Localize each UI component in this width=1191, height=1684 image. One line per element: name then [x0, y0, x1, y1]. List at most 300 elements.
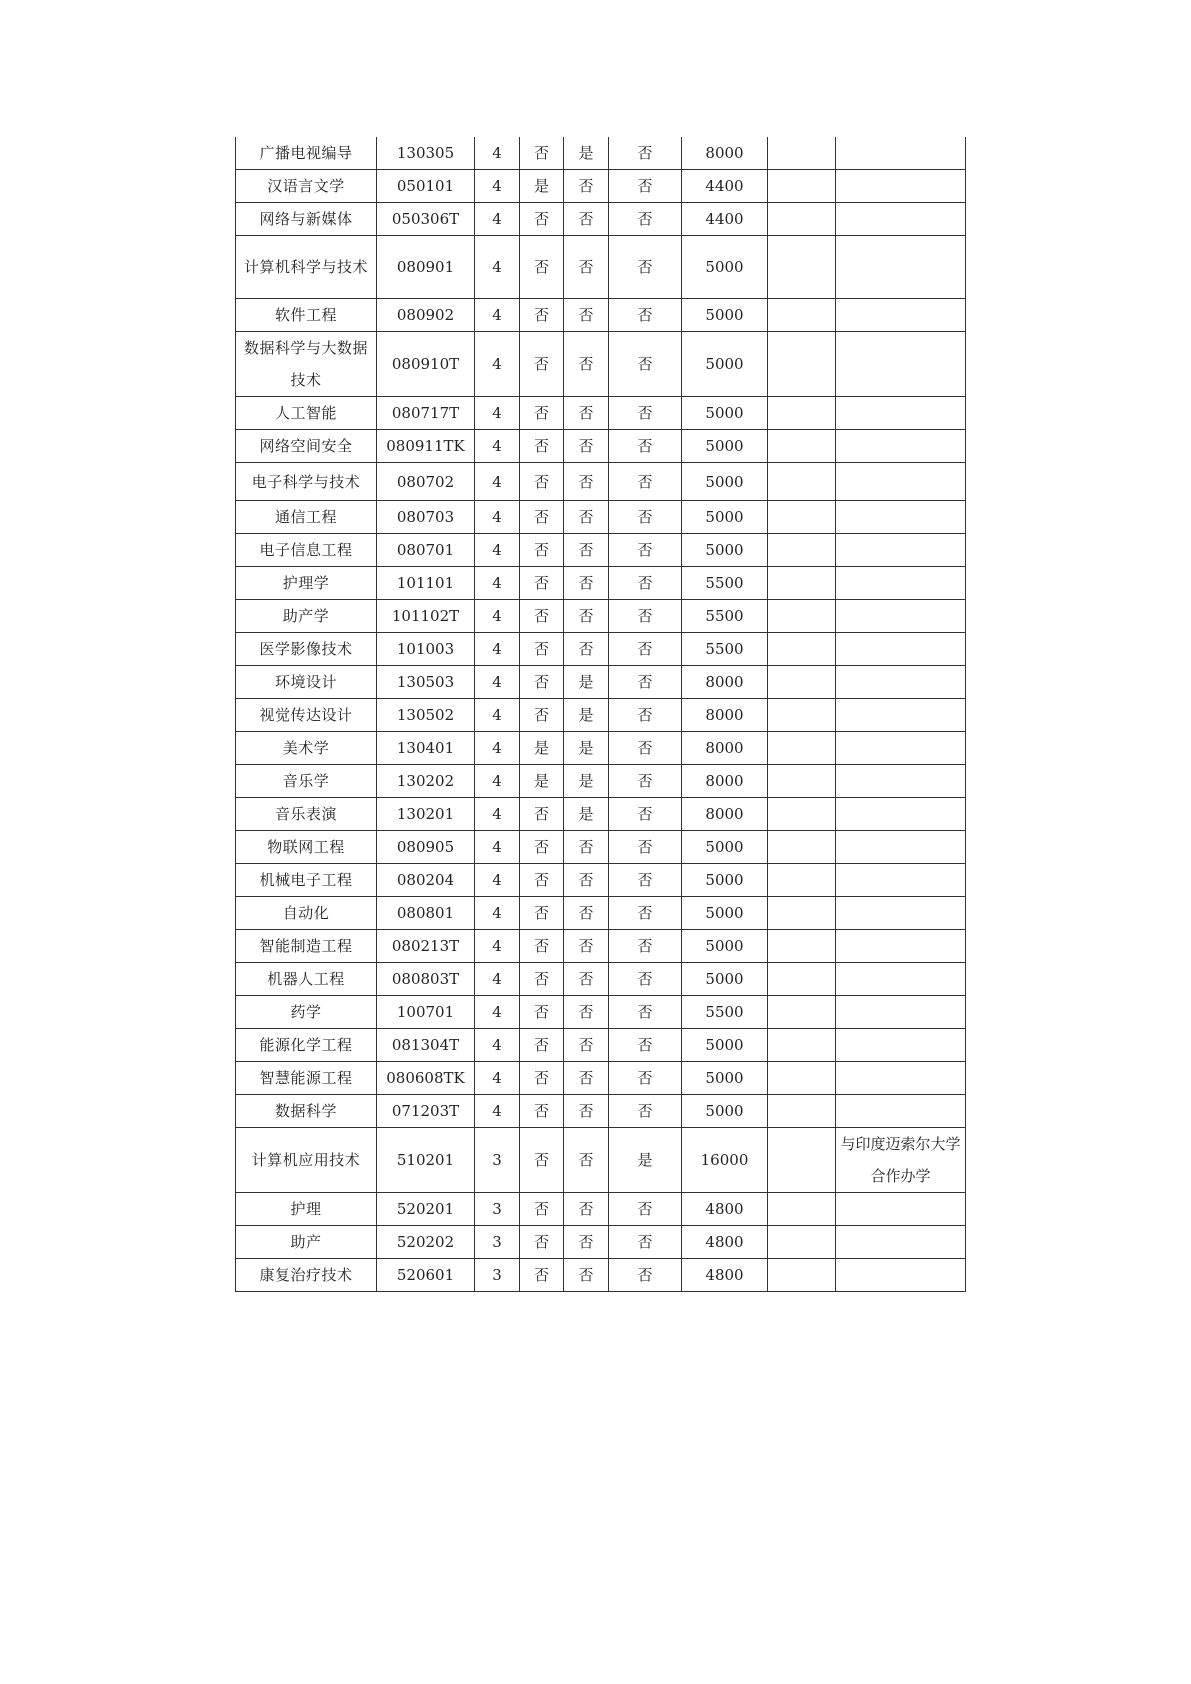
major-code-cell: 130503 — [377, 666, 475, 699]
remark-cell — [836, 732, 966, 765]
major-name-cell: 音乐表演 — [236, 798, 377, 831]
major-name-cell: 计算机应用技术 — [236, 1128, 377, 1193]
flag-cell-3: 否 — [609, 332, 682, 397]
remark-cell — [836, 666, 966, 699]
major-name-cell: 机器人工程 — [236, 963, 377, 996]
flag-cell-1: 否 — [520, 1029, 564, 1062]
tuition-cell: 5500 — [682, 633, 768, 666]
major-name-cell: 人工智能 — [236, 397, 377, 430]
major-name-cell: 医学影像技术 — [236, 633, 377, 666]
flag-cell-1: 否 — [520, 930, 564, 963]
major-code-cell: 080204 — [377, 864, 475, 897]
duration-cell: 4 — [475, 930, 520, 963]
flag-cell-3: 否 — [609, 765, 682, 798]
table-row — [236, 831, 966, 864]
tuition-cell: 5000 — [682, 831, 768, 864]
flag-cell-1: 否 — [520, 864, 564, 897]
tuition-cell: 5000 — [682, 299, 768, 332]
remark-cell — [836, 501, 966, 534]
table-row — [236, 765, 966, 798]
major-name-cell: 智能制造工程 — [236, 930, 377, 963]
blank-cell — [768, 1029, 836, 1062]
flag-cell-2: 否 — [564, 600, 609, 633]
tuition-cell: 8000 — [682, 765, 768, 798]
flag-cell-1: 否 — [520, 1095, 564, 1128]
major-code-cell: 050101 — [377, 170, 475, 203]
duration-cell: 4 — [475, 831, 520, 864]
duration-cell: 4 — [475, 170, 520, 203]
duration-cell: 4 — [475, 1095, 520, 1128]
flag-cell-3: 否 — [609, 534, 682, 567]
tuition-cell: 5000 — [682, 430, 768, 463]
major-code-cell: 081304T — [377, 1029, 475, 1062]
major-name-cell: 网络与新媒体 — [236, 203, 377, 236]
flag-cell-2: 是 — [564, 137, 609, 170]
major-name-cell: 护理学 — [236, 567, 377, 600]
table-row — [236, 534, 966, 567]
blank-cell — [768, 666, 836, 699]
flag-cell-3: 否 — [609, 666, 682, 699]
flag-cell-1: 否 — [520, 236, 564, 299]
duration-cell: 4 — [475, 501, 520, 534]
duration-cell: 3 — [475, 1226, 520, 1259]
table-row — [236, 732, 966, 765]
flag-cell-3: 否 — [609, 996, 682, 1029]
major-name-cell: 电子信息工程 — [236, 534, 377, 567]
flag-cell-1: 否 — [520, 534, 564, 567]
flag-cell-1: 是 — [520, 170, 564, 203]
tuition-cell: 4800 — [682, 1259, 768, 1292]
major-name-cell: 软件工程 — [236, 299, 377, 332]
tuition-cell: 5000 — [682, 1062, 768, 1095]
major-code-cell: 080902 — [377, 299, 475, 332]
duration-cell: 4 — [475, 299, 520, 332]
duration-cell: 4 — [475, 732, 520, 765]
flag-cell-3: 否 — [609, 567, 682, 600]
flag-cell-1: 否 — [520, 430, 564, 463]
blank-cell — [768, 1128, 836, 1193]
flag-cell-3: 否 — [609, 1226, 682, 1259]
duration-cell: 3 — [475, 1193, 520, 1226]
flag-cell-3: 否 — [609, 633, 682, 666]
major-code-cell: 130201 — [377, 798, 475, 831]
table-row — [236, 501, 966, 534]
table-row — [236, 397, 966, 430]
major-name-cell: 美术学 — [236, 732, 377, 765]
flag-cell-3: 否 — [609, 864, 682, 897]
table-row — [236, 1128, 966, 1193]
flag-cell-2: 否 — [564, 236, 609, 299]
flag-cell-1: 否 — [520, 633, 564, 666]
major-name-cell: 智慧能源工程 — [236, 1062, 377, 1095]
duration-cell: 4 — [475, 463, 520, 501]
blank-cell — [768, 996, 836, 1029]
remark-cell — [836, 600, 966, 633]
flag-cell-2: 否 — [564, 1095, 609, 1128]
major-code-cell: 520201 — [377, 1193, 475, 1226]
flag-cell-3: 否 — [609, 501, 682, 534]
table-row — [236, 666, 966, 699]
flag-cell-3: 否 — [609, 430, 682, 463]
table-row — [236, 930, 966, 963]
major-name-cell: 药学 — [236, 996, 377, 1029]
flag-cell-2: 否 — [564, 1226, 609, 1259]
flag-cell-2: 否 — [564, 170, 609, 203]
blank-cell — [768, 1193, 836, 1226]
table-row — [236, 203, 966, 236]
duration-cell: 4 — [475, 600, 520, 633]
table-row — [236, 633, 966, 666]
remark-cell — [836, 798, 966, 831]
duration-cell: 4 — [475, 633, 520, 666]
flag-cell-2: 否 — [564, 930, 609, 963]
major-code-cell: 100701 — [377, 996, 475, 1029]
blank-cell — [768, 864, 836, 897]
tuition-cell: 5000 — [682, 930, 768, 963]
flag-cell-2: 否 — [564, 397, 609, 430]
major-name-cell: 助产 — [236, 1226, 377, 1259]
table-row — [236, 299, 966, 332]
duration-cell: 4 — [475, 534, 520, 567]
remark-cell — [836, 930, 966, 963]
major-code-cell: 080213T — [377, 930, 475, 963]
table-row — [236, 963, 966, 996]
remark-cell: 与印度迈索尔大学合作办学 — [836, 1128, 966, 1193]
flag-cell-3: 否 — [609, 699, 682, 732]
flag-cell-1: 否 — [520, 1193, 564, 1226]
major-code-cell: 130305 — [377, 137, 475, 170]
table-body — [236, 137, 966, 1292]
duration-cell: 4 — [475, 236, 520, 299]
flag-cell-2: 否 — [564, 864, 609, 897]
duration-cell: 4 — [475, 1062, 520, 1095]
blank-cell — [768, 930, 836, 963]
major-name-cell: 计算机科学与技术 — [236, 236, 377, 299]
flag-cell-1: 否 — [520, 397, 564, 430]
tuition-cell: 5500 — [682, 567, 768, 600]
flag-cell-2: 否 — [564, 1062, 609, 1095]
major-code-cell: 101101 — [377, 567, 475, 600]
duration-cell: 4 — [475, 137, 520, 170]
flag-cell-2: 否 — [564, 430, 609, 463]
flag-cell-3: 否 — [609, 463, 682, 501]
tuition-cell: 5000 — [682, 1095, 768, 1128]
tuition-cell: 5000 — [682, 397, 768, 430]
remark-cell — [836, 397, 966, 430]
remark-cell — [836, 1095, 966, 1128]
duration-cell: 4 — [475, 699, 520, 732]
remark-cell — [836, 137, 966, 170]
blank-cell — [768, 600, 836, 633]
tuition-cell: 5000 — [682, 501, 768, 534]
major-code-cell: 080911TK — [377, 430, 475, 463]
major-name-cell: 数据科学 — [236, 1095, 377, 1128]
blank-cell — [768, 430, 836, 463]
flag-cell-3: 否 — [609, 930, 682, 963]
duration-cell: 4 — [475, 430, 520, 463]
tuition-cell: 8000 — [682, 699, 768, 732]
flag-cell-2: 否 — [564, 1259, 609, 1292]
flag-cell-1: 否 — [520, 203, 564, 236]
major-code-cell: 080717T — [377, 397, 475, 430]
blank-cell — [768, 1062, 836, 1095]
flag-cell-1: 否 — [520, 897, 564, 930]
major-name-cell: 汉语言文学 — [236, 170, 377, 203]
major-name-cell: 视觉传达设计 — [236, 699, 377, 732]
remark-cell — [836, 699, 966, 732]
flag-cell-3: 否 — [609, 1062, 682, 1095]
flag-cell-1: 否 — [520, 1226, 564, 1259]
major-code-cell: 080702 — [377, 463, 475, 501]
flag-cell-2: 否 — [564, 963, 609, 996]
remark-cell — [836, 299, 966, 332]
flag-cell-3: 否 — [609, 798, 682, 831]
tuition-cell: 16000 — [682, 1128, 768, 1193]
tuition-cell: 5000 — [682, 963, 768, 996]
flag-cell-1: 否 — [520, 1062, 564, 1095]
table-row — [236, 864, 966, 897]
tuition-cell: 8000 — [682, 137, 768, 170]
flag-cell-3: 否 — [609, 236, 682, 299]
remark-cell — [836, 170, 966, 203]
blank-cell — [768, 633, 836, 666]
remark-cell — [836, 1029, 966, 1062]
duration-cell: 4 — [475, 963, 520, 996]
flag-cell-2: 否 — [564, 299, 609, 332]
major-name-cell: 环境设计 — [236, 666, 377, 699]
remark-cell — [836, 567, 966, 600]
major-code-cell: 520601 — [377, 1259, 475, 1292]
duration-cell: 4 — [475, 897, 520, 930]
major-name-cell: 康复治疗技术 — [236, 1259, 377, 1292]
flag-cell-1: 否 — [520, 666, 564, 699]
major-code-cell: 080910T — [377, 332, 475, 397]
flag-cell-3: 否 — [609, 397, 682, 430]
flag-cell-1: 否 — [520, 831, 564, 864]
blank-cell — [768, 1095, 836, 1128]
table-row — [236, 1095, 966, 1128]
remark-cell — [836, 1226, 966, 1259]
major-name-cell: 物联网工程 — [236, 831, 377, 864]
table-row — [236, 699, 966, 732]
tuition-cell: 8000 — [682, 732, 768, 765]
remark-cell — [836, 203, 966, 236]
remark-cell — [836, 897, 966, 930]
remark-cell — [836, 430, 966, 463]
remark-cell — [836, 534, 966, 567]
blank-cell — [768, 203, 836, 236]
major-name-cell: 音乐学 — [236, 765, 377, 798]
table-row — [236, 1259, 966, 1292]
flag-cell-1: 否 — [520, 1128, 564, 1193]
flag-cell-3: 否 — [609, 963, 682, 996]
flag-cell-3: 否 — [609, 137, 682, 170]
flag-cell-1: 否 — [520, 567, 564, 600]
table-row — [236, 1193, 966, 1226]
flag-cell-2: 否 — [564, 203, 609, 236]
flag-cell-1: 否 — [520, 963, 564, 996]
flag-cell-3: 否 — [609, 600, 682, 633]
remark-cell — [836, 1193, 966, 1226]
blank-cell — [768, 236, 836, 299]
flag-cell-3: 否 — [609, 1095, 682, 1128]
flag-cell-2: 是 — [564, 765, 609, 798]
major-name-cell: 机械电子工程 — [236, 864, 377, 897]
table-row — [236, 463, 966, 501]
duration-cell: 4 — [475, 765, 520, 798]
tuition-cell: 5000 — [682, 864, 768, 897]
flag-cell-1: 否 — [520, 501, 564, 534]
flag-cell-1: 否 — [520, 600, 564, 633]
flag-cell-3: 否 — [609, 1029, 682, 1062]
flag-cell-1: 否 — [520, 1259, 564, 1292]
flag-cell-2: 是 — [564, 732, 609, 765]
major-name-cell: 自动化 — [236, 897, 377, 930]
table-row — [236, 170, 966, 203]
flag-cell-3: 是 — [609, 1128, 682, 1193]
blank-cell — [768, 299, 836, 332]
major-code-cell: 071203T — [377, 1095, 475, 1128]
tuition-cell: 4800 — [682, 1226, 768, 1259]
blank-cell — [768, 732, 836, 765]
duration-cell: 3 — [475, 1259, 520, 1292]
flag-cell-2: 否 — [564, 897, 609, 930]
tuition-cell: 5000 — [682, 534, 768, 567]
flag-cell-3: 否 — [609, 732, 682, 765]
duration-cell: 4 — [475, 996, 520, 1029]
flag-cell-3: 否 — [609, 170, 682, 203]
flag-cell-2: 否 — [564, 996, 609, 1029]
remark-cell — [836, 963, 966, 996]
flag-cell-1: 否 — [520, 996, 564, 1029]
blank-cell — [768, 501, 836, 534]
table-row — [236, 567, 966, 600]
tuition-cell: 5500 — [682, 996, 768, 1029]
blank-cell — [768, 567, 836, 600]
major-name-cell: 网络空间安全 — [236, 430, 377, 463]
remark-cell — [836, 332, 966, 397]
major-code-cell: 080703 — [377, 501, 475, 534]
duration-cell: 4 — [475, 203, 520, 236]
duration-cell: 4 — [475, 332, 520, 397]
duration-cell: 4 — [475, 666, 520, 699]
remark-cell — [836, 463, 966, 501]
major-name-cell: 能源化学工程 — [236, 1029, 377, 1062]
major-code-cell: 101003 — [377, 633, 475, 666]
tuition-cell: 4800 — [682, 1193, 768, 1226]
flag-cell-2: 否 — [564, 831, 609, 864]
flag-cell-2: 否 — [564, 332, 609, 397]
tuition-cell: 4400 — [682, 203, 768, 236]
duration-cell: 3 — [475, 1128, 520, 1193]
blank-cell — [768, 332, 836, 397]
blank-cell — [768, 463, 836, 501]
tuition-cell: 8000 — [682, 666, 768, 699]
major-name-cell: 数据科学与大数据技术 — [236, 332, 377, 397]
blank-cell — [768, 963, 836, 996]
flag-cell-1: 否 — [520, 332, 564, 397]
major-code-cell: 080901 — [377, 236, 475, 299]
major-code-cell: 101102T — [377, 600, 475, 633]
tuition-cell: 5000 — [682, 463, 768, 501]
majors-table — [235, 137, 966, 1292]
tuition-cell: 5500 — [682, 600, 768, 633]
table-row — [236, 236, 966, 299]
blank-cell — [768, 170, 836, 203]
blank-cell — [768, 765, 836, 798]
table-row — [236, 1062, 966, 1095]
remark-cell — [836, 831, 966, 864]
flag-cell-2: 否 — [564, 501, 609, 534]
flag-cell-2: 否 — [564, 534, 609, 567]
remark-cell — [836, 765, 966, 798]
duration-cell: 4 — [475, 397, 520, 430]
table-row — [236, 897, 966, 930]
duration-cell: 4 — [475, 864, 520, 897]
remark-cell — [836, 236, 966, 299]
flag-cell-2: 是 — [564, 666, 609, 699]
flag-cell-3: 否 — [609, 831, 682, 864]
table-row — [236, 137, 966, 170]
flag-cell-3: 否 — [609, 897, 682, 930]
major-name-cell: 助产学 — [236, 600, 377, 633]
major-name-cell: 护理 — [236, 1193, 377, 1226]
flag-cell-3: 否 — [609, 1193, 682, 1226]
tuition-cell: 5000 — [682, 897, 768, 930]
flag-cell-1: 否 — [520, 463, 564, 501]
table-row — [236, 798, 966, 831]
duration-cell: 4 — [475, 798, 520, 831]
major-name-cell: 广播电视编导 — [236, 137, 377, 170]
flag-cell-2: 否 — [564, 567, 609, 600]
flag-cell-2: 否 — [564, 1128, 609, 1193]
major-name-cell: 通信工程 — [236, 501, 377, 534]
flag-cell-2: 否 — [564, 633, 609, 666]
major-code-cell: 130401 — [377, 732, 475, 765]
blank-cell — [768, 897, 836, 930]
flag-cell-1: 否 — [520, 699, 564, 732]
tuition-cell: 5000 — [682, 236, 768, 299]
flag-cell-2: 否 — [564, 1193, 609, 1226]
remark-cell — [836, 633, 966, 666]
flag-cell-3: 否 — [609, 299, 682, 332]
blank-cell — [768, 397, 836, 430]
duration-cell: 4 — [475, 567, 520, 600]
major-code-cell: 510201 — [377, 1128, 475, 1193]
blank-cell — [768, 534, 836, 567]
tuition-cell: 5000 — [682, 332, 768, 397]
table-row — [236, 430, 966, 463]
major-code-cell: 050306T — [377, 203, 475, 236]
table-row — [236, 1029, 966, 1062]
blank-cell — [768, 1226, 836, 1259]
tuition-cell: 5000 — [682, 1029, 768, 1062]
flag-cell-3: 否 — [609, 203, 682, 236]
flag-cell-1: 是 — [520, 732, 564, 765]
duration-cell: 4 — [475, 1029, 520, 1062]
tuition-cell: 4400 — [682, 170, 768, 203]
blank-cell — [768, 1259, 836, 1292]
blank-cell — [768, 831, 836, 864]
remark-cell — [836, 1062, 966, 1095]
remark-cell — [836, 1259, 966, 1292]
table-row — [236, 600, 966, 633]
tuition-cell: 8000 — [682, 798, 768, 831]
major-code-cell: 080803T — [377, 963, 475, 996]
flag-cell-2: 是 — [564, 699, 609, 732]
table-row — [236, 1226, 966, 1259]
major-code-cell: 080608TK — [377, 1062, 475, 1095]
